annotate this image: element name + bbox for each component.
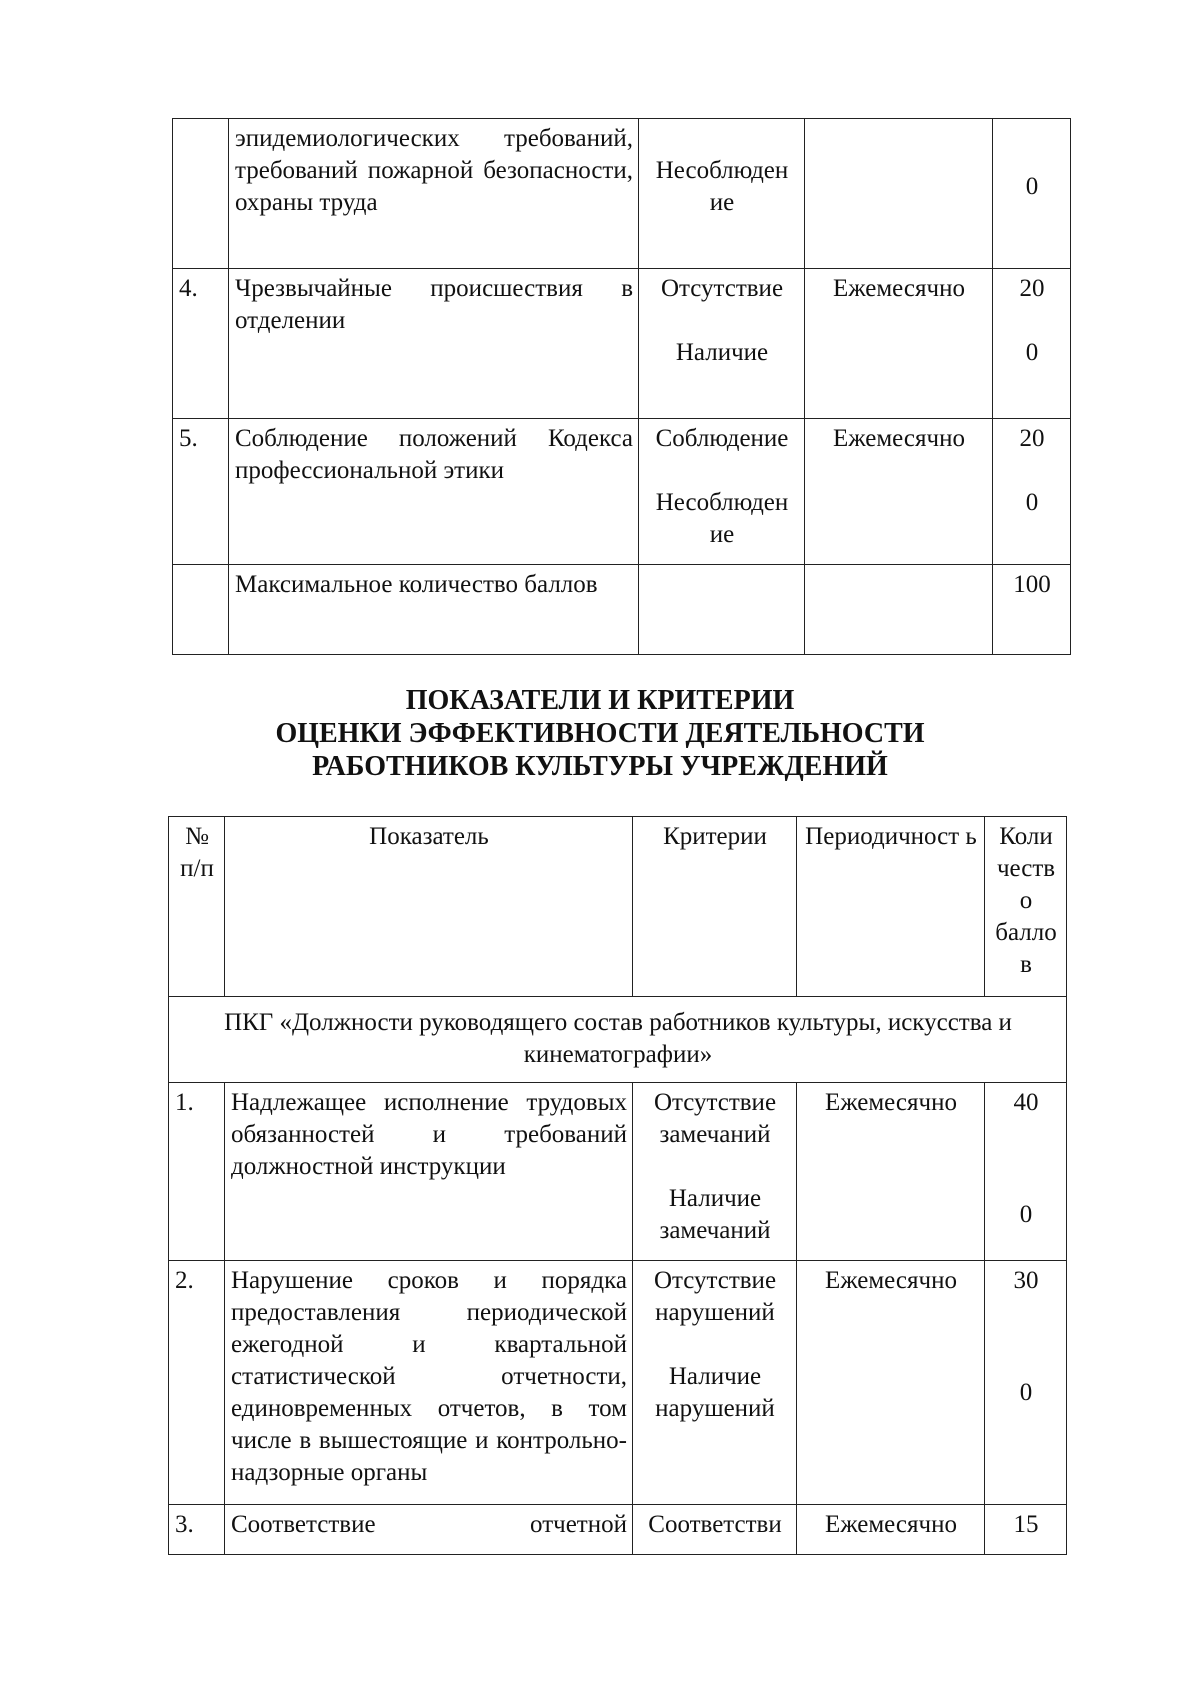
row-number: 3. (169, 1505, 225, 1555)
points-value: 30 (1013, 1267, 1039, 1294)
row-number (173, 119, 229, 269)
criteria-item: Наличие нарушений (655, 1363, 775, 1422)
indicator-cell: Соответствие отчетной (225, 1505, 633, 1555)
period-cell (805, 119, 993, 269)
header-points: Коли честв о балло в (985, 817, 1067, 997)
points-value: 0 (1019, 1379, 1033, 1406)
points-value: 0 (1025, 173, 1039, 200)
points-cell: 100 (993, 565, 1071, 655)
table-row (173, 119, 1071, 269)
table-continuation (172, 118, 1071, 655)
points-cell (985, 1261, 1067, 1505)
indicator-cell: Максимальное количество баллов (229, 565, 639, 655)
criteria-cell (633, 1505, 797, 1555)
points-value: 0 (1025, 489, 1039, 516)
document-heading (0, 684, 1200, 783)
criteria-cell (633, 1261, 797, 1505)
points-value: 0 (1019, 1201, 1033, 1228)
indicator-cell: Соблюдение положений Кодекса профессиональной этики (229, 419, 639, 565)
points-value: 0 (1025, 339, 1039, 366)
criteria-cell (639, 565, 805, 655)
header-criteria: Критерии (633, 817, 797, 997)
table-row (173, 269, 1071, 419)
criteria-item: Наличие (675, 339, 769, 366)
period-cell: Ежемесячно (805, 269, 993, 419)
row-number: 1. (169, 1083, 225, 1261)
header-num: № п/п (169, 817, 225, 997)
row-number: 2. (169, 1261, 225, 1505)
criteria-item: Несоблюден ие (655, 489, 789, 548)
indicator-cell: Чрезвычайные происшествия в отделении (229, 269, 639, 419)
points-cell (993, 269, 1071, 419)
indicator-cell: Надлежащее исполнение трудовых обязанностей и требований должностной инструкции (225, 1083, 633, 1261)
group-row (169, 997, 1067, 1083)
criteria-cell (633, 1083, 797, 1261)
criteria-item: Наличие замечаний (659, 1185, 771, 1244)
table-row (173, 419, 1071, 565)
table-row (169, 1083, 1067, 1261)
header-indicator: Показатель (225, 817, 633, 997)
criteria-cell (639, 119, 805, 269)
points-cell (985, 1083, 1067, 1261)
criteria-cell (639, 269, 805, 419)
row-number: 5. (173, 419, 229, 565)
criteria-cell (639, 419, 805, 565)
criteria-table (168, 816, 1067, 1555)
indicator-cell: эпидемиологических требований, требований пожарной безопасности, охраны труда (229, 119, 639, 269)
row-number: 4. (173, 269, 229, 419)
criteria-item: Отсутствие (660, 275, 784, 302)
period-cell (805, 565, 993, 655)
criteria-item: Соответстви (648, 1511, 782, 1538)
points-value: 20 (1019, 275, 1045, 302)
points-value: 40 (1013, 1089, 1039, 1116)
criteria-item: Несоблюден ие (655, 157, 789, 216)
period-cell: Ежемесячно (797, 1083, 985, 1261)
points-cell: 15 (985, 1505, 1067, 1555)
table-row (173, 565, 1071, 655)
period-cell: Ежемесячно (797, 1261, 985, 1505)
heading-line: ОЦЕНКИ ЭФФЕКТИВНОСТИ ДЕЯТЕЛЬНОСТИ (275, 718, 925, 749)
period-cell: Ежемесячно (805, 419, 993, 565)
table-row (169, 1261, 1067, 1505)
points-cell (993, 119, 1071, 269)
table-row (169, 1505, 1067, 1555)
row-number (173, 565, 229, 655)
points-cell (993, 419, 1071, 565)
criteria-item: Соблюдение (655, 425, 789, 452)
criteria-item: Отсутствие замечаний (653, 1089, 777, 1148)
criteria-item: Отсутствие нарушений (653, 1267, 777, 1326)
header-period: Периодичност ь (797, 817, 985, 997)
heading-line: РАБОТНИКОВ КУЛЬТУРЫ УЧРЕЖДЕНИЙ (312, 751, 888, 782)
indicator-cell: Нарушение сроков и порядка предоставления периодической ежегодной и квартальной статистической отчетности, единовременных отчетов, в том числе в вышестоящие и контрольно-надзорные органы (225, 1261, 633, 1505)
period-cell: Ежемесячно (797, 1505, 985, 1555)
heading-line: ПОКАЗАТЕЛИ И КРИТЕРИИ (405, 685, 795, 716)
points-value: 20 (1019, 425, 1045, 452)
group-title: ПКГ «Должности руководящего состав работников культуры, искусства и кинематографии» (169, 997, 1067, 1083)
table-header-row (169, 817, 1067, 997)
